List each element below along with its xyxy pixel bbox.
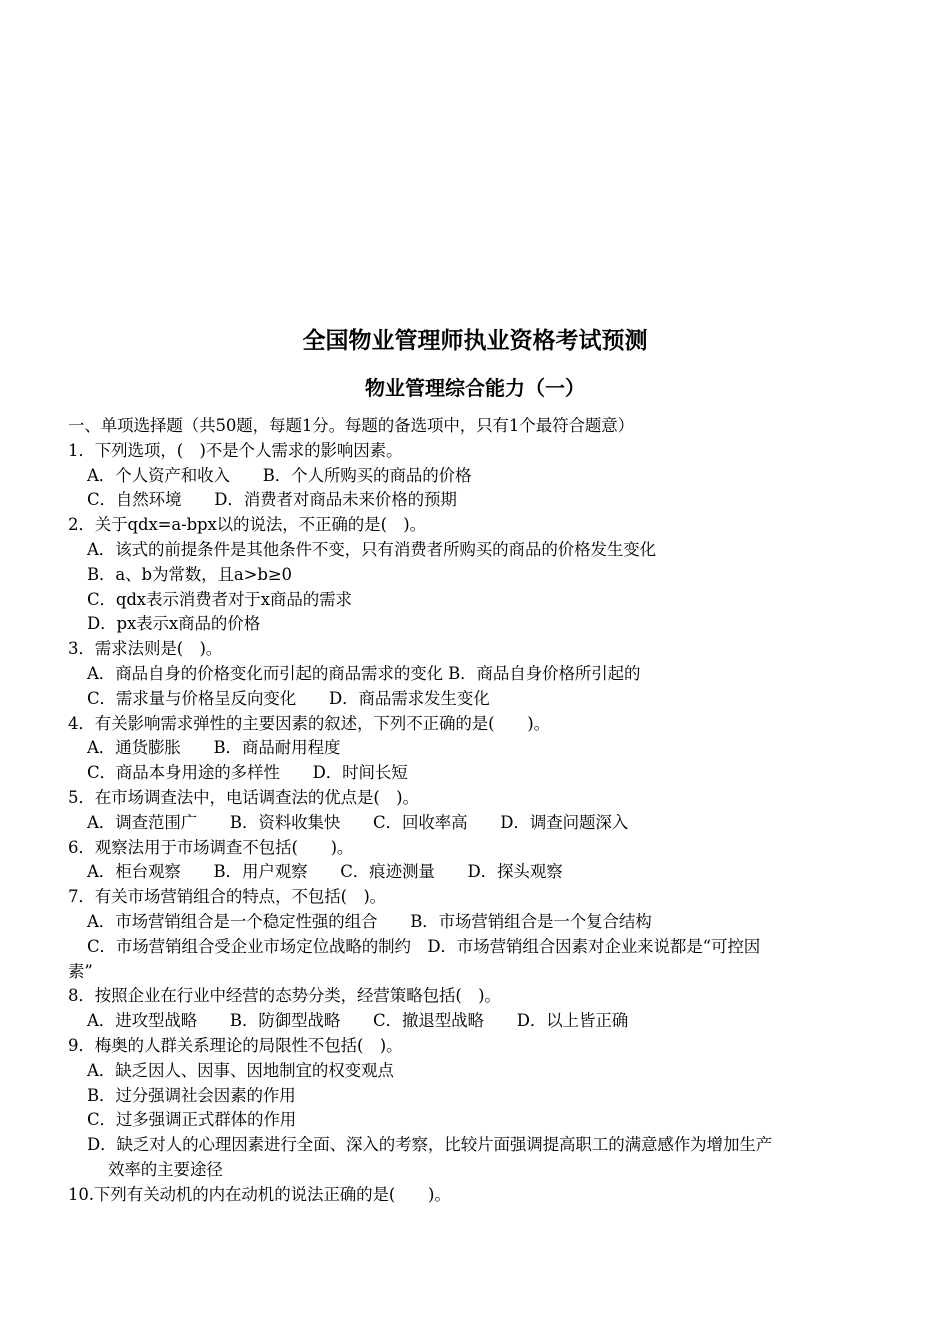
question-3-options-ab: A．商品自身的价格变化而引起的商品需求的变化 B．商品自身价格所引起的 xyxy=(87,663,641,683)
section-heading: 一、单项选择题（共50题，每题1分。每题的备选项中，只有1个最符合题意） xyxy=(68,416,635,435)
question-3-stem: 3．需求法则是( )。 xyxy=(68,639,223,659)
question-8-stem: 8．按照企业在行业中经营的态势分类，经营策略包括( )。 xyxy=(68,986,501,1006)
question-8-options: A．进攻型战略 B．防御型战略 C．撤退型战略 D．以上皆正确 xyxy=(87,1011,629,1031)
question-7-options-cd: C．市场营销组合受企业市场定位战略的制约 D．市场营销组合因素对企业来说都是“可控因 xyxy=(87,936,761,956)
question-4-stem: 4．有关影响需求弹性的主要因素的叙述，下列不正确的是( )。 xyxy=(68,713,550,733)
question-9-option-c: C．过多强调正式群体的作用 xyxy=(87,1110,297,1130)
question-2-option-b: B．a、b为常数，且a>b≥0 xyxy=(87,564,292,584)
question-7-options-ab: A．市场营销组合是一个稳定性强的组合 B．市场营销组合是一个复合结构 xyxy=(87,911,652,931)
question-9-option-b: B．过分强调社会因素的作用 xyxy=(87,1085,296,1105)
question-4-options-ab: A．通货膨胀 B．商品耐用程度 xyxy=(87,738,341,758)
question-2-option-d: D．px表示x商品的价格 xyxy=(87,614,261,634)
question-5-options: A．调查范围广 B．资料收集快 C．回收率高 D．调查问题深入 xyxy=(87,812,629,832)
question-9-option-a: A．缺乏因人、因事、因地制宜的权变观点 xyxy=(87,1060,394,1080)
question-2-stem: 2．关于qdx=a-bpx以的说法，不正确的是( )。 xyxy=(68,515,427,535)
question-9-option-d-continued: 效率的主要途径 xyxy=(108,1159,223,1179)
question-3-options-cd: C．需求量与价格呈反向变化 D．商品需求发生变化 xyxy=(87,688,490,708)
question-list xyxy=(68,414,888,1208)
question-6-options: A．柜台观察 B．用户观察 C．痕迹测量 D．探头观察 xyxy=(87,862,563,882)
question-4-options-cd: C．商品本身用途的多样性 D．时间长短 xyxy=(87,763,408,783)
question-10-stem: 10.下列有关动机的内在动机的说法正确的是( )。 xyxy=(68,1184,451,1204)
question-7-stem: 7．有关市场营销组合的特点，不包括( )。 xyxy=(68,887,387,907)
question-6-stem: 6．观察法用于市场调查不包括( )。 xyxy=(68,837,354,857)
question-9-option-d: D．缺乏对人的心理因素进行全面、深入的考察，比较片面强调提高职工的满意感作为增加生产 xyxy=(87,1135,773,1155)
question-9-stem: 9．梅奥的人群关系理论的局限性不包括( )。 xyxy=(68,1035,403,1055)
page-title: 全国物业管理师执业资格考试预测 xyxy=(302,328,648,354)
question-1-options-cd: C．自然环境 D．消费者对商品未来价格的预期 xyxy=(87,490,457,510)
question-1-stem: 1．下列选项，( )不是个人需求的影响因素。 xyxy=(68,440,403,460)
question-2-option-a: A．该式的前提条件是其他条件不变，只有消费者所购买的商品的价格发生变化 xyxy=(87,539,657,559)
page-subtitle: 物业管理综合能力（一） xyxy=(365,376,585,400)
question-2-option-c: C．qdx表示消费者对于x商品的需求 xyxy=(87,589,352,609)
question-1-options-ab: A．个人资产和收入 B．个人所购买的商品的价格 xyxy=(87,465,472,485)
question-7-options-cd-continued: 素” xyxy=(68,961,93,981)
question-5-stem: 5．在市场调查法中，电话调查法的优点是( )。 xyxy=(68,787,419,807)
